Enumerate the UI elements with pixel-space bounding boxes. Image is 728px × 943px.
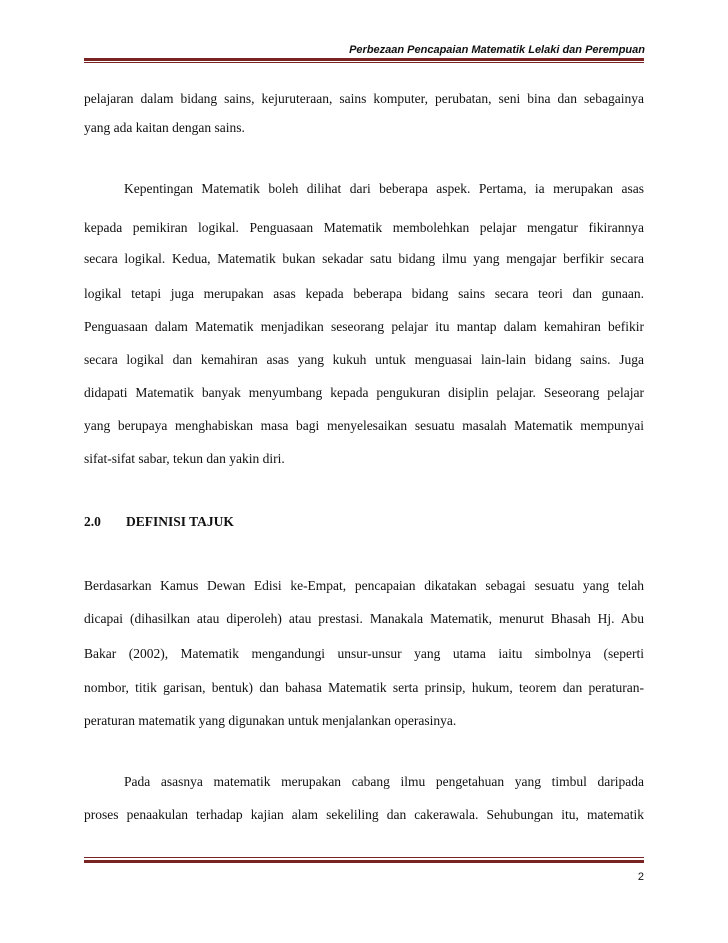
paragraph-4-line-2: proses penaakulan terhadap kajian alam sekeliling dan cakerawala. Sehubungan itu, matematik xyxy=(84,807,644,822)
running-header-title: Perbezaan Pencapaian Matematik Lelaki dan Perempuan xyxy=(349,44,645,56)
paragraph-2-line-8: yang berupaya menghabiskan masa bagi menyelesaikan sesuatu masalah Matematik mempunyai xyxy=(84,418,644,433)
paragraph-2-line-3: secara logikal. Kedua, Matematik bukan sekadar satu bidang ilmu yang mengajar berfikir secara xyxy=(84,251,644,266)
section-title: DEFINISI TAJUK xyxy=(126,514,234,529)
paragraph-1-line-2: yang ada kaitan dengan sains. xyxy=(84,120,245,135)
paragraph-2-line-2: kepada pemikiran logikal. Penguasaan Matematik membolehkan pelajar mengatur fikirannya xyxy=(84,220,644,235)
paragraph-4-line-1: Pada asasnya matematik merupakan cabang ilmu pengetahuan yang timbul daripada xyxy=(124,774,644,789)
paragraph-2-line-1: Kepentingan Matematik boleh dilihat dari beberapa aspek. Pertama, ia merupakan asas xyxy=(124,181,644,196)
paragraph-3-line-1: Berdasarkan Kamus Dewan Edisi ke-Empat, pencapaian dikatakan sebagai sesuatu yang telah xyxy=(84,578,644,593)
paragraph-3-line-3: Bakar (2002), Matematik mengandungi unsur-unsur yang utama iaitu simbolnya (seperti xyxy=(84,646,644,661)
paragraph-2-line-4: logikal tetapi juga merupakan asas kepada beberapa bidang sains secara teori dan gunaan. xyxy=(84,286,644,301)
paragraph-2-line-5: Penguasaan dalam Matematik menjadikan seseorang pelajar itu mantap dalam kemahiran befikir xyxy=(84,319,644,334)
paragraph-3-line-5: peraturan matematik yang digunakan untuk menjalankan operasinya. xyxy=(84,713,457,728)
paragraph-2-line-9: sifat-sifat sabar, tekun dan yakin diri. xyxy=(84,451,285,466)
footer-rule-thin xyxy=(84,857,644,858)
footer-rule-thick xyxy=(84,860,644,863)
paragraph-3-line-4: nombor, titik garisan, bentuk) dan bahasa Matematik serta prinsip, hukum, teorem dan peraturan- xyxy=(84,680,644,695)
paragraph-2-line-6: secara logikal dan kemahiran asas yang kukuh untuk menguasai lain-lain bidang sains. Juga xyxy=(84,352,644,367)
header-rule-thick xyxy=(84,58,644,61)
header-rule-thin xyxy=(84,62,644,63)
paragraph-3-line-2: dicapai (dihasilkan atau diperoleh) atau prestasi. Manakala Matematik, menurut Bhasah Hj. Abu xyxy=(84,611,644,626)
section-heading xyxy=(84,513,234,531)
paragraph-2-line-7: didapati Matematik banyak menyumbang kepada pengukuran disiplin pelajar. Seseorang pelajar xyxy=(84,385,644,400)
paragraph-1-line-1: pelajaran dalam bidang sains, kejuruteraan, sains komputer, perubatan, seni bina dan sebagainya xyxy=(84,91,644,106)
page-number: 2 xyxy=(637,871,644,883)
section-number: 2.0 xyxy=(84,514,101,529)
